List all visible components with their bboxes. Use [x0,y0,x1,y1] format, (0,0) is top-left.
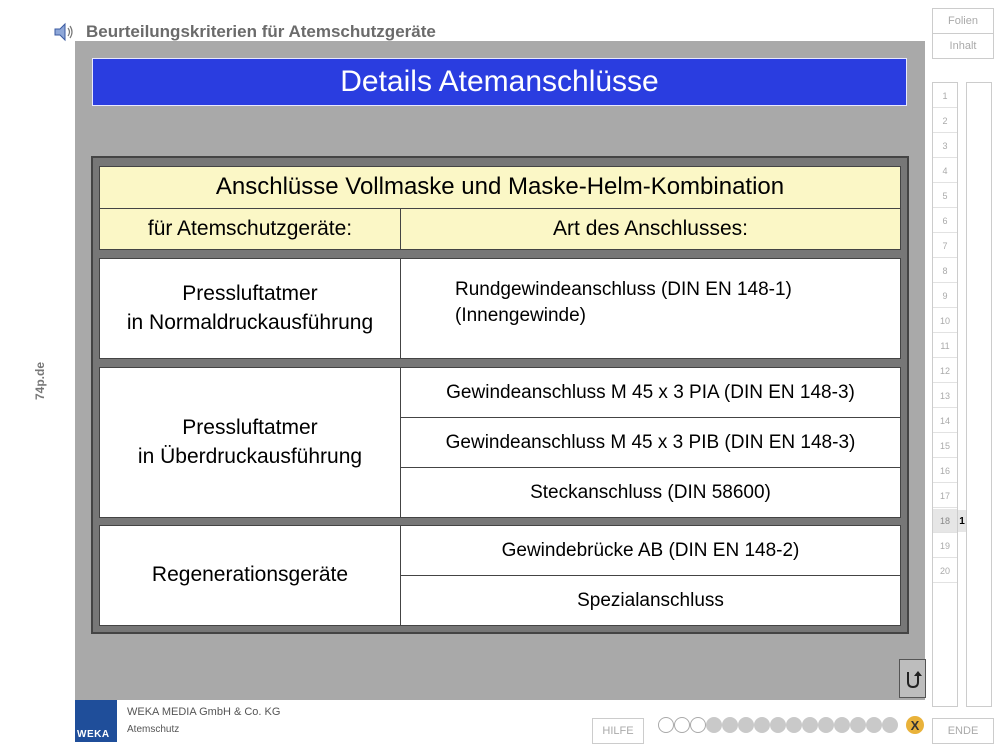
side-caption [20,356,60,406]
folien-button[interactable]: Folien [932,8,994,34]
company-name: WEKA MEDIA GmbH & Co. KG [127,706,281,718]
logo-text: WEKA [77,729,110,740]
ende-button[interactable]: ENDE [932,718,994,744]
column-header-devices: für Atemschutzgeräte: [99,208,401,250]
progress-dot [882,717,898,733]
connection-cell: Steckanschluss (DIN 58600) [400,467,901,518]
progress-dot [738,717,754,733]
slide-number-7[interactable]: 7 [933,234,957,258]
progress-indicator [658,717,928,735]
slide-number-13[interactable]: 13 [933,384,957,408]
device-cell: Regenerationsgeräte [99,525,401,626]
slide-number-17[interactable]: 17 [933,484,957,508]
progress-dot [690,717,706,733]
slide-number-6[interactable]: 6 [933,209,957,233]
back-arrow-icon [903,668,923,690]
slide-number-5[interactable]: 5 [933,184,957,208]
progress-dot [866,717,882,733]
slide-number-8[interactable]: 8 [933,259,957,283]
sub-nav-column [966,82,992,707]
column-header-connection: Art des Anschlusses: [400,208,901,250]
slide-number-11[interactable]: 11 [933,334,957,358]
hilfe-button[interactable]: HILFE [592,718,644,744]
connection-cell: Gewindebrücke AB (DIN EN 148-2) [400,525,901,576]
side-caption-text: 74p.de [33,361,47,401]
slide-number-1[interactable]: 1 [933,84,957,108]
product-name: Atemschutz [127,724,180,735]
progress-dot [674,717,690,733]
slide-number-19[interactable]: 19 [933,534,957,558]
sub-page-number[interactable]: 1 [958,510,966,532]
slide-number-10[interactable]: 10 [933,309,957,333]
progress-dot [706,717,722,733]
slide-number-15[interactable]: 15 [933,434,957,458]
connection-cell: Spezialanschluss [400,575,901,626]
slide-title: Details Atemanschlüsse [92,58,907,106]
connection-cell: Rundgewindeanschluss (DIN EN 148-1) (Innengewinde) [400,258,901,359]
device-cell: Pressluftatmer in Normaldruckausführung [99,258,401,359]
progress-dot [754,717,770,733]
progress-dot [770,717,786,733]
weka-logo [75,700,117,742]
progress-dot [802,717,818,733]
progress-dot [786,717,802,733]
progress-dot [818,717,834,733]
inhalt-button[interactable]: Inhalt [932,33,994,59]
speaker-icon[interactable] [52,20,76,44]
table-heading: Anschlüsse Vollmaske und Maske-Helm-Kombination [99,166,901,209]
back-button[interactable] [899,659,926,698]
slide-number-16[interactable]: 16 [933,459,957,483]
slide-number-20[interactable]: 20 [933,559,957,583]
progress-dot [722,717,738,733]
slide-number-14[interactable]: 14 [933,409,957,433]
connection-cell: Gewindeanschluss M 45 x 3 PIA (DIN EN 148-3) [400,367,901,418]
slide-number-18[interactable]: 18 [933,509,957,533]
device-cell: Pressluftatmer in Überdruckausführung [99,367,401,518]
progress-dot [834,717,850,733]
progress-dot [658,717,674,733]
slide-number-3[interactable]: 3 [933,134,957,158]
slide-number-9[interactable]: 9 [933,284,957,308]
slide-number-2[interactable]: 2 [933,109,957,133]
close-button[interactable]: X [906,716,924,734]
presentation-title: Beurteilungskriterien für Atemschutzgeräte [86,22,436,41]
slide-number-4[interactable]: 4 [933,159,957,183]
progress-dot [850,717,866,733]
connection-cell: Gewindeanschluss M 45 x 3 PIB (DIN EN 148-3) [400,417,901,468]
slide-number-12[interactable]: 12 [933,359,957,383]
